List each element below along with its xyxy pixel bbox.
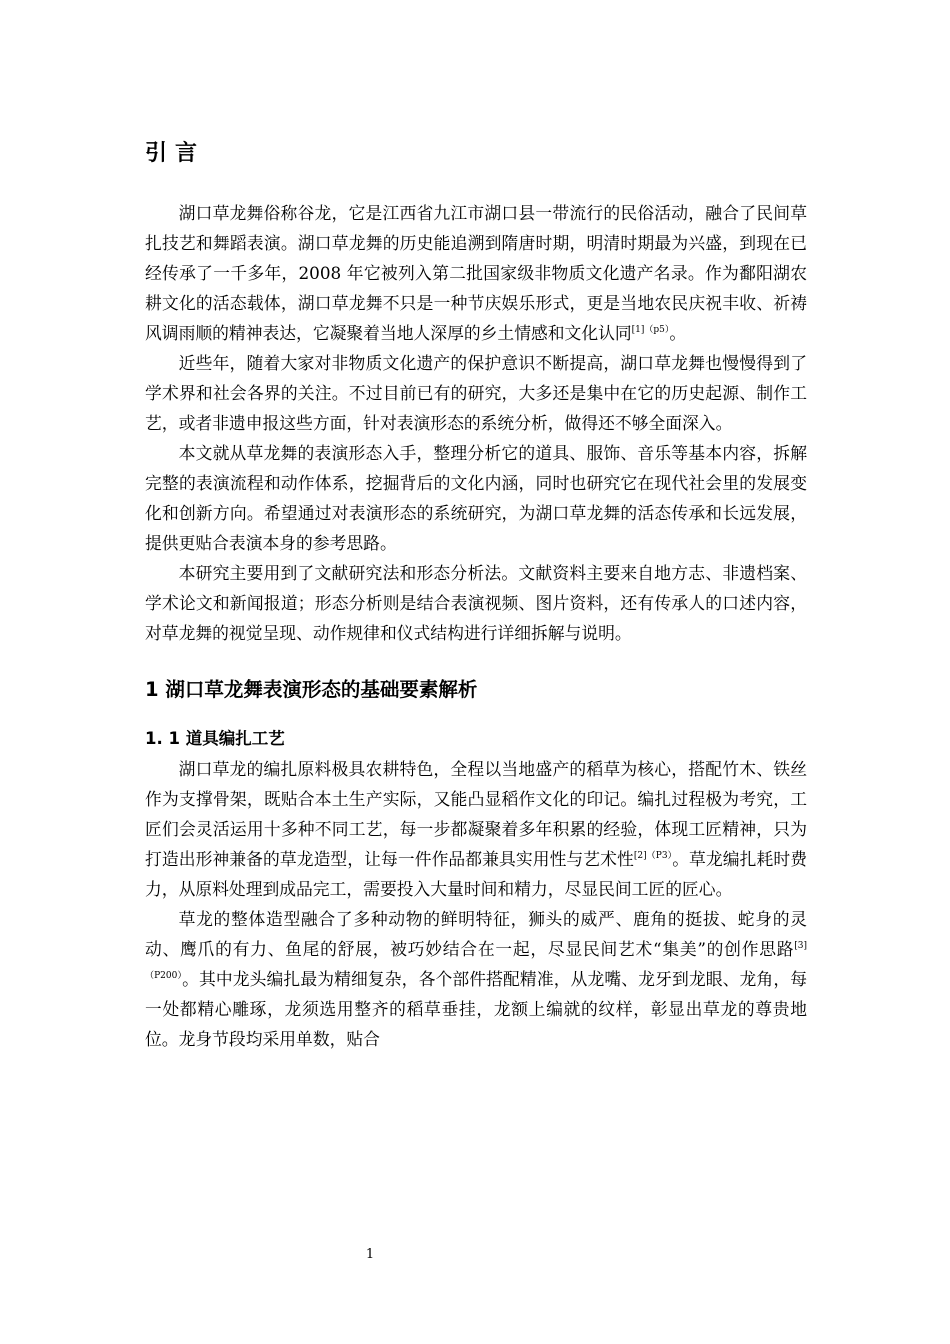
page-content — [145, 128, 807, 1054]
section-1-1-paragraph-1 — [145, 754, 807, 904]
introduction-heading: 引言 — [145, 141, 206, 166]
section-1-1-paragraph-2-tail: 。其中龙头编扎最为精细复杂，各个部件搭配精准，从龙嘴、龙牙到龙眼、龙角，每一处都精心雕琢，龙须选用整齐的稻草垂挂，龙额上编就的纹样，彰显出草龙的尊贵地位。龙身节段均采用单数，贴合 — [145, 969, 807, 1049]
citation-3: [3]（P200） — [145, 941, 807, 981]
citation-1: [1]（p5） — [631, 325, 670, 335]
page-number: 1 — [365, 1247, 375, 1262]
section-1-heading: 1 湖口草龙舞表演形态的基础要素解析 — [145, 678, 478, 701]
section-1-1-paragraph-2-text: 草龙的整体造型融合了多种动物的鲜明特征，狮头的威严、鹿角的挺拔、蛇身的灵动、鹰爪的有力、鱼尾的舒展，被巧妙结合在一起，尽显民间艺术“集美”的创作思路 — [145, 909, 807, 959]
intro-paragraph-1 — [145, 198, 807, 348]
intro-paragraph-1-text: 湖口草龙舞俗称谷龙，它是江西省九江市湖口县一带流行的民俗活动，融合了民间草扎技艺和舞蹈表演。湖口草龙舞的历史能追溯到隋唐时期，明清时期最为兴盛，到现在已经传承了一千多年，2008 年它被列入第二批国家级非物质文化遗产名录。作为鄱阳湖农耕文化的活态载体，湖口草龙舞不只是一种节庆娱乐形式，更是当地农民庆祝丰收、祈祷风调雨顺的精神表达，它凝聚着当地人深厚的乡土情感和文化认同 — [145, 203, 807, 343]
intro-paragraph-4: 本研究主要用到了文献研究法和形态分析法。文献资料主要来自地方志、非遗档案、学术论文和新闻报道；形态分析则是结合表演视频、图片资料，还有传承人的口述内容，对草龙舞的视觉呈现、动作规律和仪式结构进行详细拆解与说明。 — [145, 563, 807, 643]
intro-paragraph-1-tail: 。 — [669, 323, 687, 343]
citation-2: [2]（P3） — [633, 851, 673, 861]
section-1-1-paragraph-1-text: 湖口草龙的编扎原料极具农耕特色，全程以当地盛产的稻草为核心，搭配竹木、铁丝作为支撑骨架，既贴合本土生产实际，又能凸显稻作文化的印记。编扎过程极为考究，工匠们会灵活运用十多种不同工艺，每一步都凝聚着多年积累的经验，体现工匠精神，只为打造出形神兼备的草龙造型，让每一件作品都兼具实用性与艺术性 — [145, 759, 807, 869]
section-1-1-paragraph-2 — [145, 904, 807, 1054]
intro-paragraph-2: 近些年，随着大家对非物质文化遗产的保护意识不断提高，湖口草龙舞也慢慢得到了学术界和社会各界的关注。不过目前已有的研究，大多还是集中在它的历史起源、制作工艺，或者非遗申报这些方面，针对表演形态的系统分析，做得还不够全面深入。 — [145, 353, 807, 433]
section-1-1-paragraph-1-tail: 。草龙编扎耗时费力，从原料处理到成品完工，需要投入大量时间和精力，尽显民间工匠的匠心。 — [145, 849, 807, 899]
intro-paragraph-3: 本文就从草龙舞的表演形态入手，整理分析它的道具、服饰、音乐等基本内容，拆解完整的表演流程和动作体系，挖掘背后的文化内涵，同时也研究它在现代社会里的发展变化和创新方向。希望通过对表演形态的系统研究，为湖口草龙舞的活态传承和长远发展，提供更贴合表演本身的参考思路。 — [145, 443, 807, 553]
subsection-1-1-heading: 1. 1 道具编扎工艺 — [145, 729, 285, 748]
